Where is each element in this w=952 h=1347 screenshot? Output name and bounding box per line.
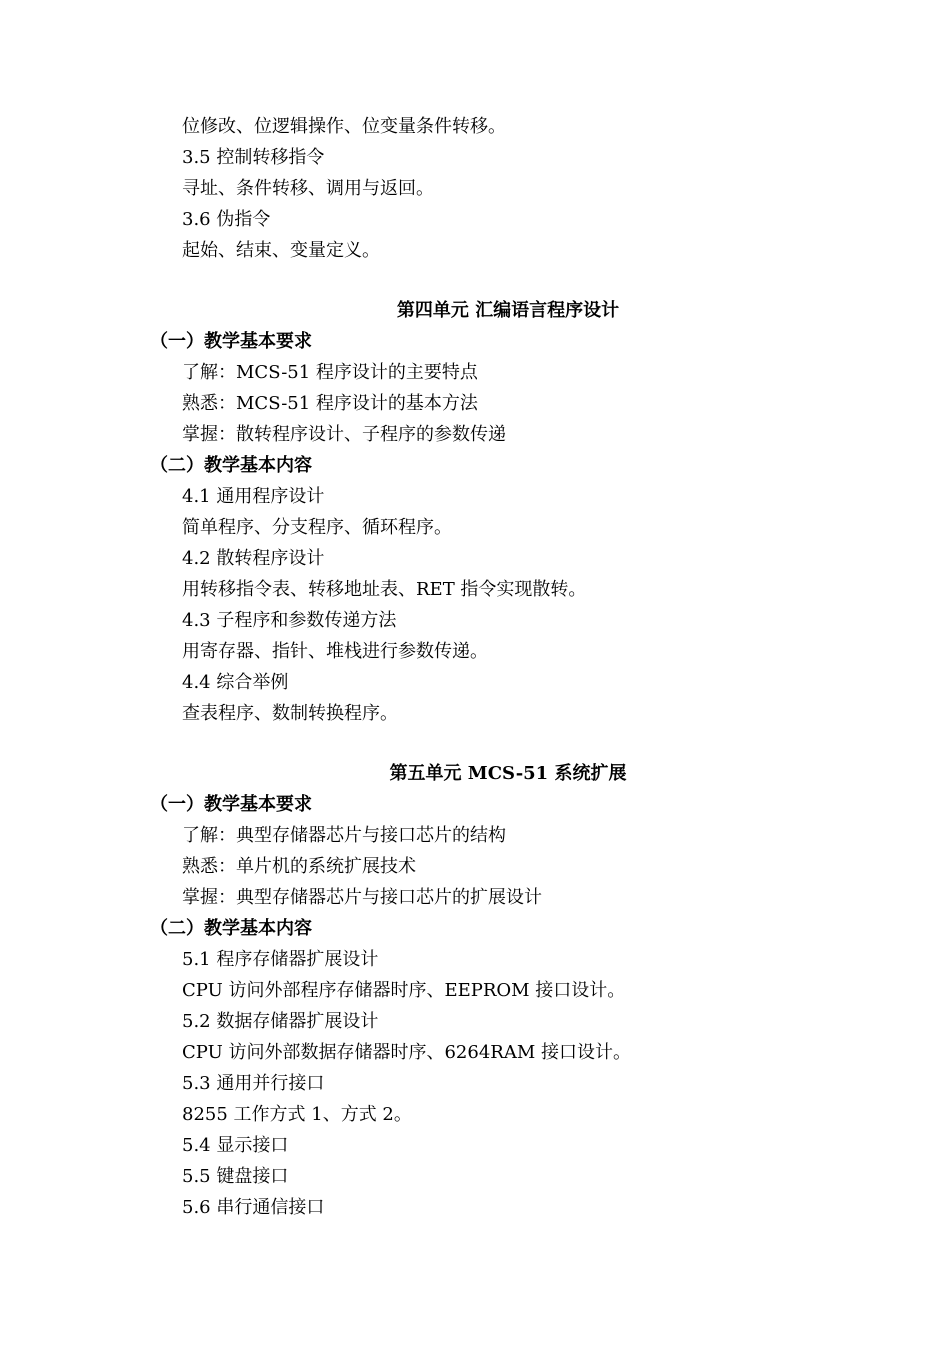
subsection-heading: 5.5 键盘接口 [182,1166,289,1187]
subsection-heading: 3.6 伪指令 [182,209,271,230]
subsection-heading: 5.1 程序存储器扩展设计 [182,949,379,970]
subsection-heading: 5.6 串行通信接口 [182,1197,325,1218]
body-text: 用寄存器、指针、堆栈进行参数传递。 [182,641,488,662]
body-text: 起始、结束、变量定义。 [182,240,380,261]
body-text: 查表程序、数制转换程序。 [182,703,398,724]
requirement-item: 熟悉：MCS-51 程序设计的基本方法 [182,393,478,414]
subsection-heading: 5.2 数据存储器扩展设计 [182,1011,379,1032]
subsection-heading: 4.2 散转程序设计 [182,548,325,569]
body-text: CPU 访问外部数据存储器时序、6264RAM 接口设计。 [182,1042,631,1063]
body-text: 用转移指令表、转移地址表、RET 指令实现散转。 [182,579,587,600]
body-text: CPU 访问外部程序存储器时序、EEPROM 接口设计。 [182,980,626,1001]
unit-title: 第四单元 汇编语言程序设计 [396,300,620,321]
requirement-item: 掌握：典型存储器芯片与接口芯片的扩展设计 [182,887,542,908]
requirement-item: 了解：典型存储器芯片与接口芯片的结构 [182,825,506,846]
section-heading: （一）教学基本要求 [150,794,312,815]
section-heading: （一）教学基本要求 [150,331,312,352]
body-text: 简单程序、分支程序、循环程序。 [182,517,452,538]
unit-title: 第五单元 MCS-51 系统扩展 [389,763,627,784]
subsection-heading: 5.3 通用并行接口 [182,1073,325,1094]
subsection-heading: 4.3 子程序和参数传递方法 [182,610,397,631]
section-heading: （二）教学基本内容 [150,455,312,476]
requirement-item: 掌握：散转程序设计、子程序的参数传递 [182,424,506,445]
body-text: 寻址、条件转移、调用与返回。 [182,178,434,199]
requirement-item: 熟悉：单片机的系统扩展技术 [182,856,416,877]
subsection-heading: 5.4 显示接口 [182,1135,289,1156]
subsection-heading: 3.5 控制转移指令 [182,147,325,168]
body-text: 位修改、位逻辑操作、位变量条件转移。 [182,116,506,137]
subsection-heading: 4.4 综合举例 [182,672,289,693]
section-heading: （二）教学基本内容 [150,918,312,939]
subsection-heading: 4.1 通用程序设计 [182,486,325,507]
body-text: 8255 工作方式 1、方式 2。 [182,1104,412,1125]
requirement-item: 了解：MCS-51 程序设计的主要特点 [182,362,478,383]
